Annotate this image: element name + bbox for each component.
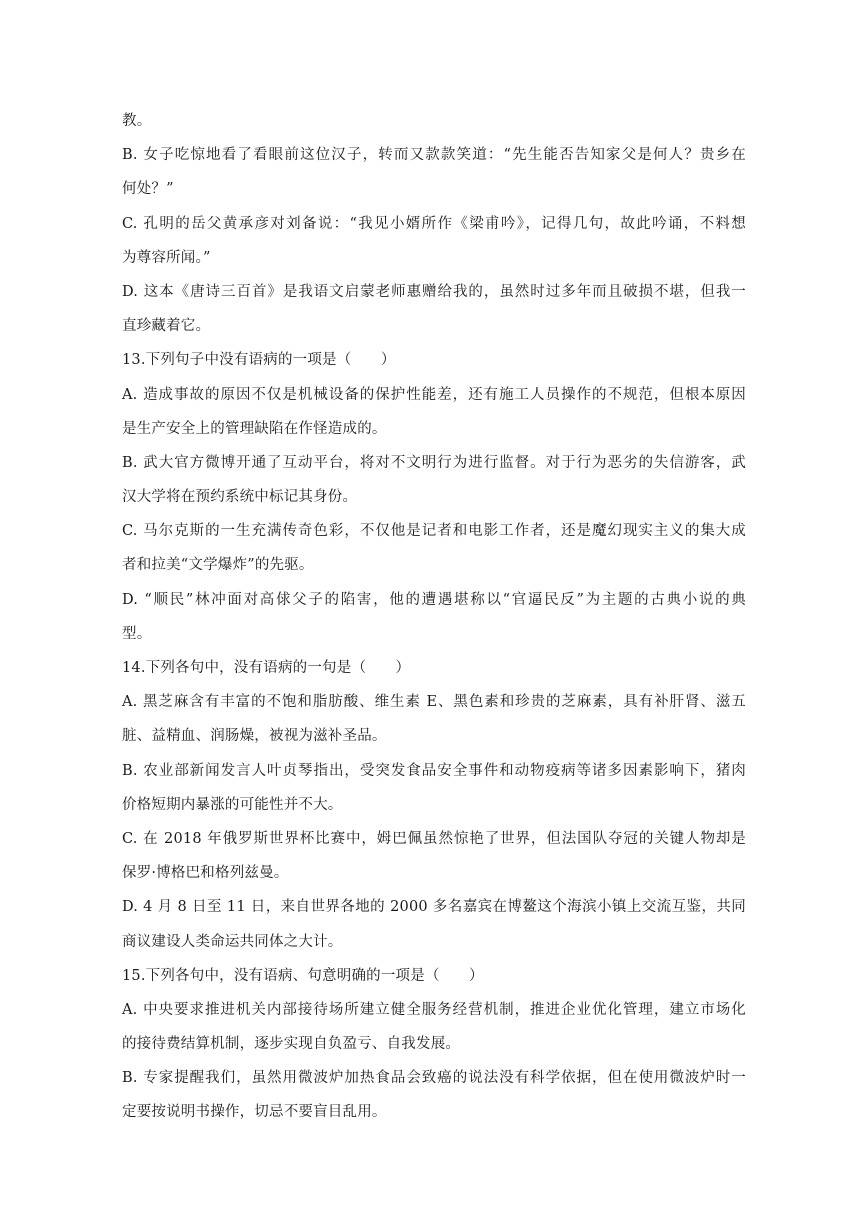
- text-line: 脏、益精血、润肠燥，被视为滋补圣品。: [122, 728, 387, 745]
- text-line: 型。: [122, 625, 152, 642]
- text-line: 者和拉美“文学爆炸”的先驱。: [122, 557, 314, 574]
- text-line: 14.下列各句中，没有语病的一句是（ ）: [122, 660, 411, 676]
- text-line: C. 孔明的岳父黄承彦对刘备说：“我见小婿所作《梁甫吟》，记得几句，故此吟诵，不料想: [122, 215, 746, 232]
- text-line: D. “顺民”林冲面对高俅父子的陷害，他的遭遇堪称以“官逼民反”为主题的古典小说的典: [122, 591, 746, 608]
- text-line: A. 中央要求推进机关内部接待场所建立健全服务经营机制，推进企业优化管理，建立市场化: [122, 1001, 746, 1018]
- text-line: B. 武大官方微博开通了互动平台，将对不文明行为进行监督。对于行为恶劣的失信游客，武: [122, 454, 746, 471]
- text-line: C. 马尔克斯的一生充满传奇色彩，不仅他是记者和电影工作者，还是魔幻现实主义的集大成: [122, 523, 746, 540]
- text-line: C. 在 2018 年俄罗斯世界杯比赛中，姆巴佩虽然惊艳了世界，但法国队夺冠的关键人物却是: [122, 830, 746, 847]
- text-line: 直珍藏着它。: [122, 318, 211, 335]
- text-line: 13.下列句子中没有语病的一项是（ ）: [122, 352, 396, 369]
- text-line: 为尊容所闻。”: [122, 249, 211, 266]
- text-line: B. 专家提醒我们，虽然用微波炉加热食品会致癌的说法没有科学依据，但在使用微波炉时一: [122, 1070, 746, 1087]
- text-line: A. 黑芝麻含有丰富的不饱和脂肪酸、维生素 E、黑色素和珍贵的芝麻素，具有补肝肾、滋五: [122, 694, 746, 711]
- text-line: 教。: [122, 113, 152, 129]
- document-body: [122, 104, 746, 1130]
- text-line: 何处？”: [122, 181, 174, 198]
- text-line: A. 造成事故的原因不仅是机械设备的保护性能差，还有施工人员操作的不规范，但根本原因: [122, 386, 746, 403]
- text-line: 汉大学将在预约系统中标记其身份。: [122, 489, 358, 506]
- text-line: 定要按说明书操作，切忌不要盲目乱用。: [122, 1104, 387, 1121]
- text-line: 商议建设人类命运共同体之大计。: [122, 933, 343, 950]
- text-line: 是生产安全上的管理缺陷在作怪造成的。: [122, 420, 387, 437]
- text-line: D. 这本《唐诗三百首》是我语文启蒙老师惠赠给我的，虽然时过多年而且破损不堪，但我一: [122, 283, 746, 300]
- text-line: D. 4 月 8 日至 11 日，来自世界各地的 2000 多名嘉宾在博鳌这个海滨小镇上交流互鉴，共同: [122, 899, 746, 916]
- text-line: 的接待费结算机制，逐步实现自负盈亏、自我发展。: [122, 1036, 461, 1053]
- text-line: 保罗·博格巴和格列兹曼。: [122, 865, 289, 882]
- text-line: 15.下列各句中，没有语病、句意明确的一项是（ ）: [122, 967, 484, 984]
- text-line: B. 农业部新闻发言人叶贞琴指出，受突发食品安全事件和动物疫病等诸多因素影响下，猪肉: [122, 762, 746, 779]
- text-line: B. 女子吃惊地看了看眼前这位汉子，转而又款款笑道：“先生能否告知家父是何人？贵乡在: [122, 147, 746, 164]
- text-line: 价格短期内暴涨的可能性并不大。: [122, 796, 343, 813]
